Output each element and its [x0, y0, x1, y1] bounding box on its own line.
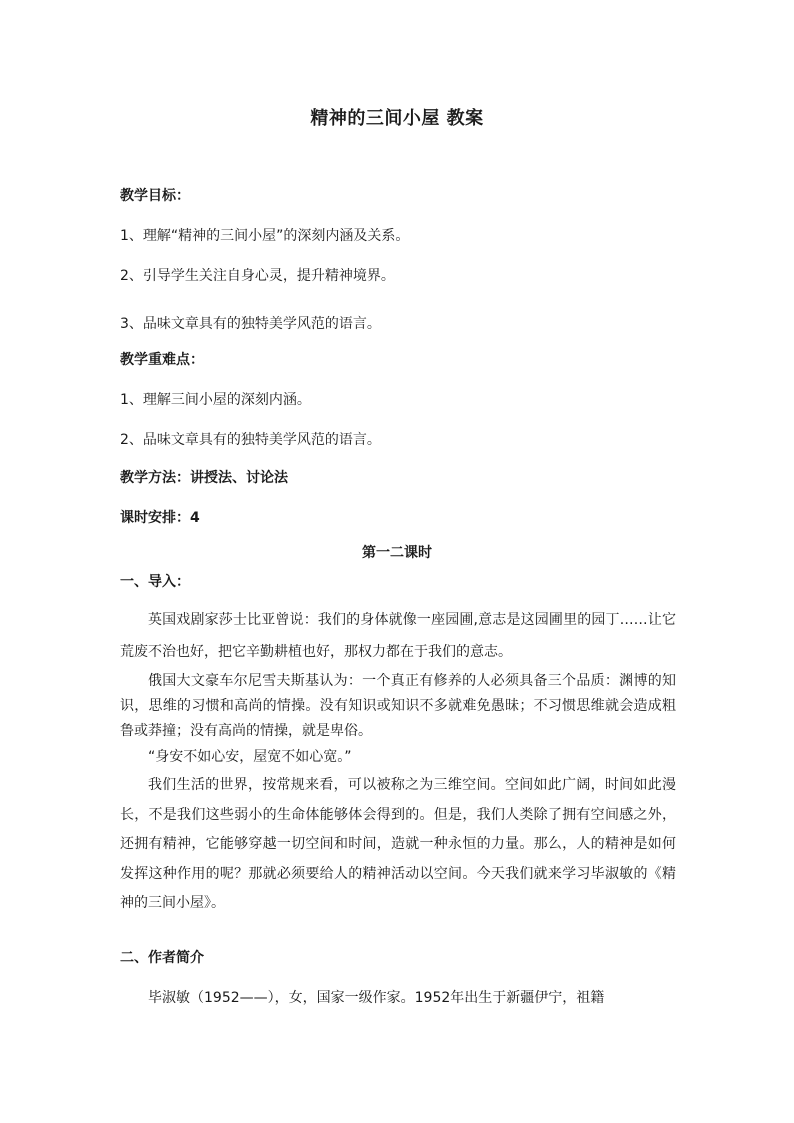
objective-item-2: 2、引导学生关注自身心灵，提升精神境界。 — [120, 268, 395, 284]
intro-paragraph-4: 我们生活的世界，按常规来看，可以被称之为三维空间。空间如此广阔，时间如此漫长，不是我们这些弱小的生命体能够体会得到的。但是，我们人类除了拥有空间感之外，还拥有精神，它能够穿越一切空间和时间，造就一种永恒的力量。那么，人的精神是如何发挥这种作用的呢？那就必须要给人的精神活动以空间。今天我们就来学习毕淑敏的《精神的三间小屋》。 — [120, 777, 676, 911]
objective-item-3: 3、品味文章具有的独特美学风范的语言。 — [120, 316, 381, 332]
objective-item-1: 1、理解“精神的三间小屋”的深刻内涵及关系。 — [120, 228, 410, 244]
intro-quote: “身安不如心安，屋宽不如心宽。” — [148, 749, 352, 765]
intro-heading: 一、导入： — [120, 574, 190, 590]
document-title: 精神的三间小屋 教案 — [310, 108, 484, 129]
intro-paragraph-2: 俄国大文豪车尔尼雪夫斯基认为：一个真正有修养的人必须具备三个品质：渊博的知识，思维的习惯和高尚的情操。没有知识或知识不多就难免愚昧；不习惯思维就会造成粗鲁或莽撞；没有高尚的情操，就是卑俗。 — [120, 673, 676, 739]
keypoint-item-2: 2、品味文章具有的独特美学风范的语言。 — [120, 432, 381, 448]
author-paragraph: 毕淑敏（1952——），女，国家一级作家。1952年出生于新疆伊宁，祖籍 — [148, 990, 605, 1006]
keypoint-item-1: 1、理解三间小屋的深刻内涵。 — [120, 392, 311, 408]
author-heading: 二、作者简介 — [120, 950, 204, 966]
teaching-method: 教学方法：讲授法、讨论法 — [120, 470, 288, 486]
lesson-label: 第一二课时 — [362, 545, 432, 561]
keypoints-heading: 教学重难点： — [120, 352, 204, 368]
objectives-heading: 教学目标： — [120, 188, 190, 204]
class-schedule: 课时安排：4 — [120, 510, 200, 526]
intro-paragraph-1: 英国戏剧家莎士比亚曾说：我们的身体就像一座园圃,意志是这园圃里的园丁……让它荒废不治也好，把它辛勤耕植也好，那权力都在于我们的意志。 — [120, 612, 676, 660]
